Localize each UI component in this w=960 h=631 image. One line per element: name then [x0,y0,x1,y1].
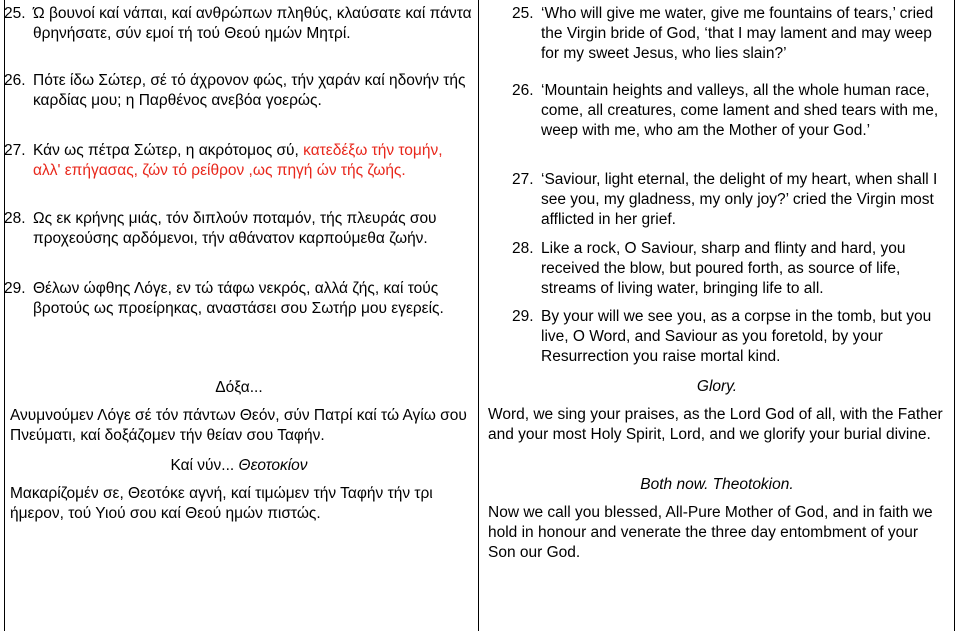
verse-text: Like a rock, O Saviour, sharp and flinty and hard, you received the blow, but poured forth, as source of life, streams of living water, bringing life to all. [541,240,906,297]
greek-final-text: Μακαρίζομέν σε, Θεοτόκε αγνή, καί τιμώμεν τήν Ταφήν τήν τρι ήμερον, τού Υιού σου καί Θεού ημών πιστώς. [10,485,433,522]
verse-text: Κάν ως πέτρα Σώτερ, η ακρότομος σύ, [33,142,304,159]
english-verse-27 [512,170,951,230]
greek-verse-28 [4,209,473,249]
doxa-text: Ανυμνούμεν Λόγε σέ τόν πάντων Θεόν, σύν Πατρί καί τώ Αγίω σου Πνεύματι, καί δοξάζομεν τήν θείαν σου Ταφήν. [10,407,467,444]
greek-verse-29 [4,279,473,319]
verse-number: 27. [512,171,534,188]
greek-verse-26 [4,71,473,111]
verse-number: 28. [512,240,534,257]
english-final-text: Now we call you blessed, All-Pure Mother of God, and in faith we hold in honour and venerate the three day entombment of your Son our God. [488,504,933,561]
verse-text: Ως εκ κρήνης μιάς, τόν διπλούν ποταμόν, τής πλευράς σου προχεούσης αρδόμενοι, τήν αθάνατον καρπούμεθα ζωήν. [33,210,437,247]
verse-number: 25. [512,5,534,22]
verse-number: 28. [4,210,26,227]
kai-nyn-heading [4,456,474,476]
glory-text: Word, we sing your praises, as the Lord God of all, with the Father and your most Holy Spirit, Lord, and we glorify your burial divine. [488,406,943,443]
greek-verse-25 [4,4,473,44]
verse-text: Πότε ίδω Σώτερ, σέ τό άχρονον φώς, τήν χαράν καί ηδονήν τής καρδίας μου; η Παρθένος ανεβόα γοερώς. [33,72,466,109]
verse-text: By your will we see you, as a corpse in the tomb, but you live, O Word, and Saviour as you foretold, by your Resurrection you raise mortal kind. [541,308,932,365]
english-verse-26 [512,81,951,141]
english-verse-28 [512,239,951,299]
theotokion-label: Θεοτοκίον [238,457,308,474]
english-verse-29 [512,307,951,367]
both-now-heading: Both now. Theotokion. [640,476,794,493]
greek-verse-27 [4,141,473,181]
doxa-label: Δόξα... [215,379,263,396]
verse-number: 25. [4,5,26,22]
verse-number: 29. [512,308,534,325]
verse-text: ‘Saviour, light eternal, the delight of my heart, when shall I see you, my gladness, my only joy?’ cried the Virgin most afflicted in her grief. [541,171,938,228]
verse-number: 26. [512,82,534,99]
column-divider [478,0,479,631]
verse-text-red: κατεδέξω τήν τομήν, αλλ' επήγασας, ζών τό ρείθρον ,ως πηγή ών τής ζωής. [33,142,443,179]
doxa-heading [4,378,474,398]
verse-text: Ώ βουνοί καί νάπαι, καί ανθρώπων πληθύς, κλαύσατε καί πάντα θρηνήσατε, σύν εμοί τή τού Θεού ημών Μητρί. [33,5,472,42]
verse-text: ‘Who will give me water, give me fountains of tears,’ cried the Virgin bride of God, ‘that I may lament and may weep for my sweet Jesus, who lies slain?’ [541,5,934,62]
verse-number: 29. [4,280,26,297]
verse-text: ‘Mountain heights and valleys, all the whole human race, come, all creatures, come lament and shed tears with me, weep with me, who am the Mother of your God.’ [541,82,939,139]
verse-text: Θέλων ώφθης Λόγε, εν τώ τάφω νεκρός, αλλά ζής, καί τούς βροτούς ως προείρηκας, αναστάσει σου Σωτήρ μου εγερείς. [33,280,444,317]
kai-nyn-label: Καί νύν... [170,457,235,474]
verse-number: 26. [4,72,26,89]
english-verse-25 [512,4,951,64]
glory-heading: Glory. [696,378,738,395]
verse-number: 27. [4,142,26,159]
